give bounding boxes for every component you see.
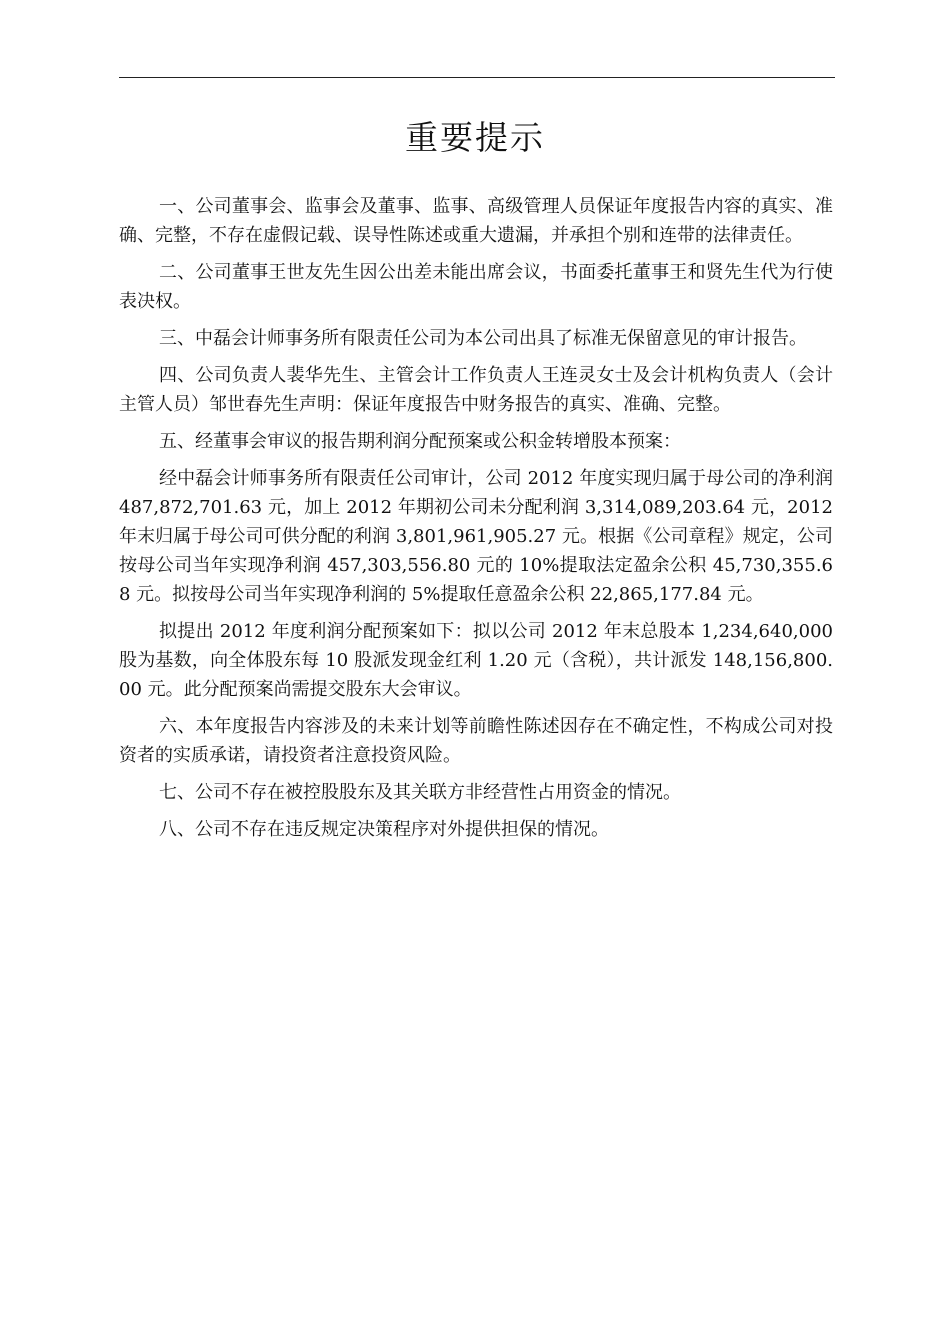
header-divider [119, 77, 835, 78]
dividend-plan-paragraph: 拟提出 2012 年度利润分配预案如下：拟以公司 2012 年末总股本 1,234,640,000 股为基数，向全体股东每 10 股派发现金红利 1.20 元（含税），共计派发 148,156,800.00 元。此分配预案尚需提交股东大会审议。 [119, 621, 833, 700]
profit-audit-paragraph: 经中磊会计师事务所有限责任公司审计，公司 2012 年度实现归属于母公司的净利润 487,872,701.63 元，加上 2012 年期初公司未分配利润 3,314,089,203.64 元，2012 年末归属于母公司可供分配的利润 3,801,961,905.27 元。根据《公司章程》规定，公司按母公司当年实现净利润 457,303,556.80 元的 10%提取法定盈余公积 45,730,355.68 元。拟按母公司当年实现净利润的 5%提取任意盈余公积 22,865,177.84 元。 [119, 468, 833, 605]
notice-item-8: 八、公司不存在违反规定决策程序对外提供担保的情况。 [159, 819, 609, 840]
notice-item-2: 二、公司董事王世友先生因公出差未能出席会议，书面委托董事王和贤先生代为行使表决权。 [119, 262, 833, 312]
notice-item-4: 四、公司负责人裴华先生、主管会计工作负责人王连灵女士及会计机构负责人（会计主管人员）邹世春先生声明：保证年度报告中财务报告的真实、准确、完整。 [119, 365, 833, 415]
notice-item-3: 三、中磊会计师事务所有限责任公司为本公司出具了标准无保留意见的审计报告。 [159, 328, 807, 349]
notice-body [119, 192, 833, 852]
page-title: 重要提示 [405, 118, 545, 157]
notice-item-7: 七、公司不存在被控股股东及其关联方非经营性占用资金的情况。 [159, 782, 681, 803]
notice-item-1: 一、公司董事会、监事会及董事、监事、高级管理人员保证年度报告内容的真实、准确、完整，不存在虚假记载、误导性陈述或重大遗漏，并承担个别和连带的法律责任。 [119, 196, 833, 246]
notice-item-6: 六、本年度报告内容涉及的未来计划等前瞻性陈述因存在不确定性，不构成公司对投资者的实质承诺，请投资者注意投资风险。 [119, 716, 833, 766]
notice-item-5: 五、经董事会审议的报告期利润分配预案或公积金转增股本预案： [159, 431, 681, 452]
